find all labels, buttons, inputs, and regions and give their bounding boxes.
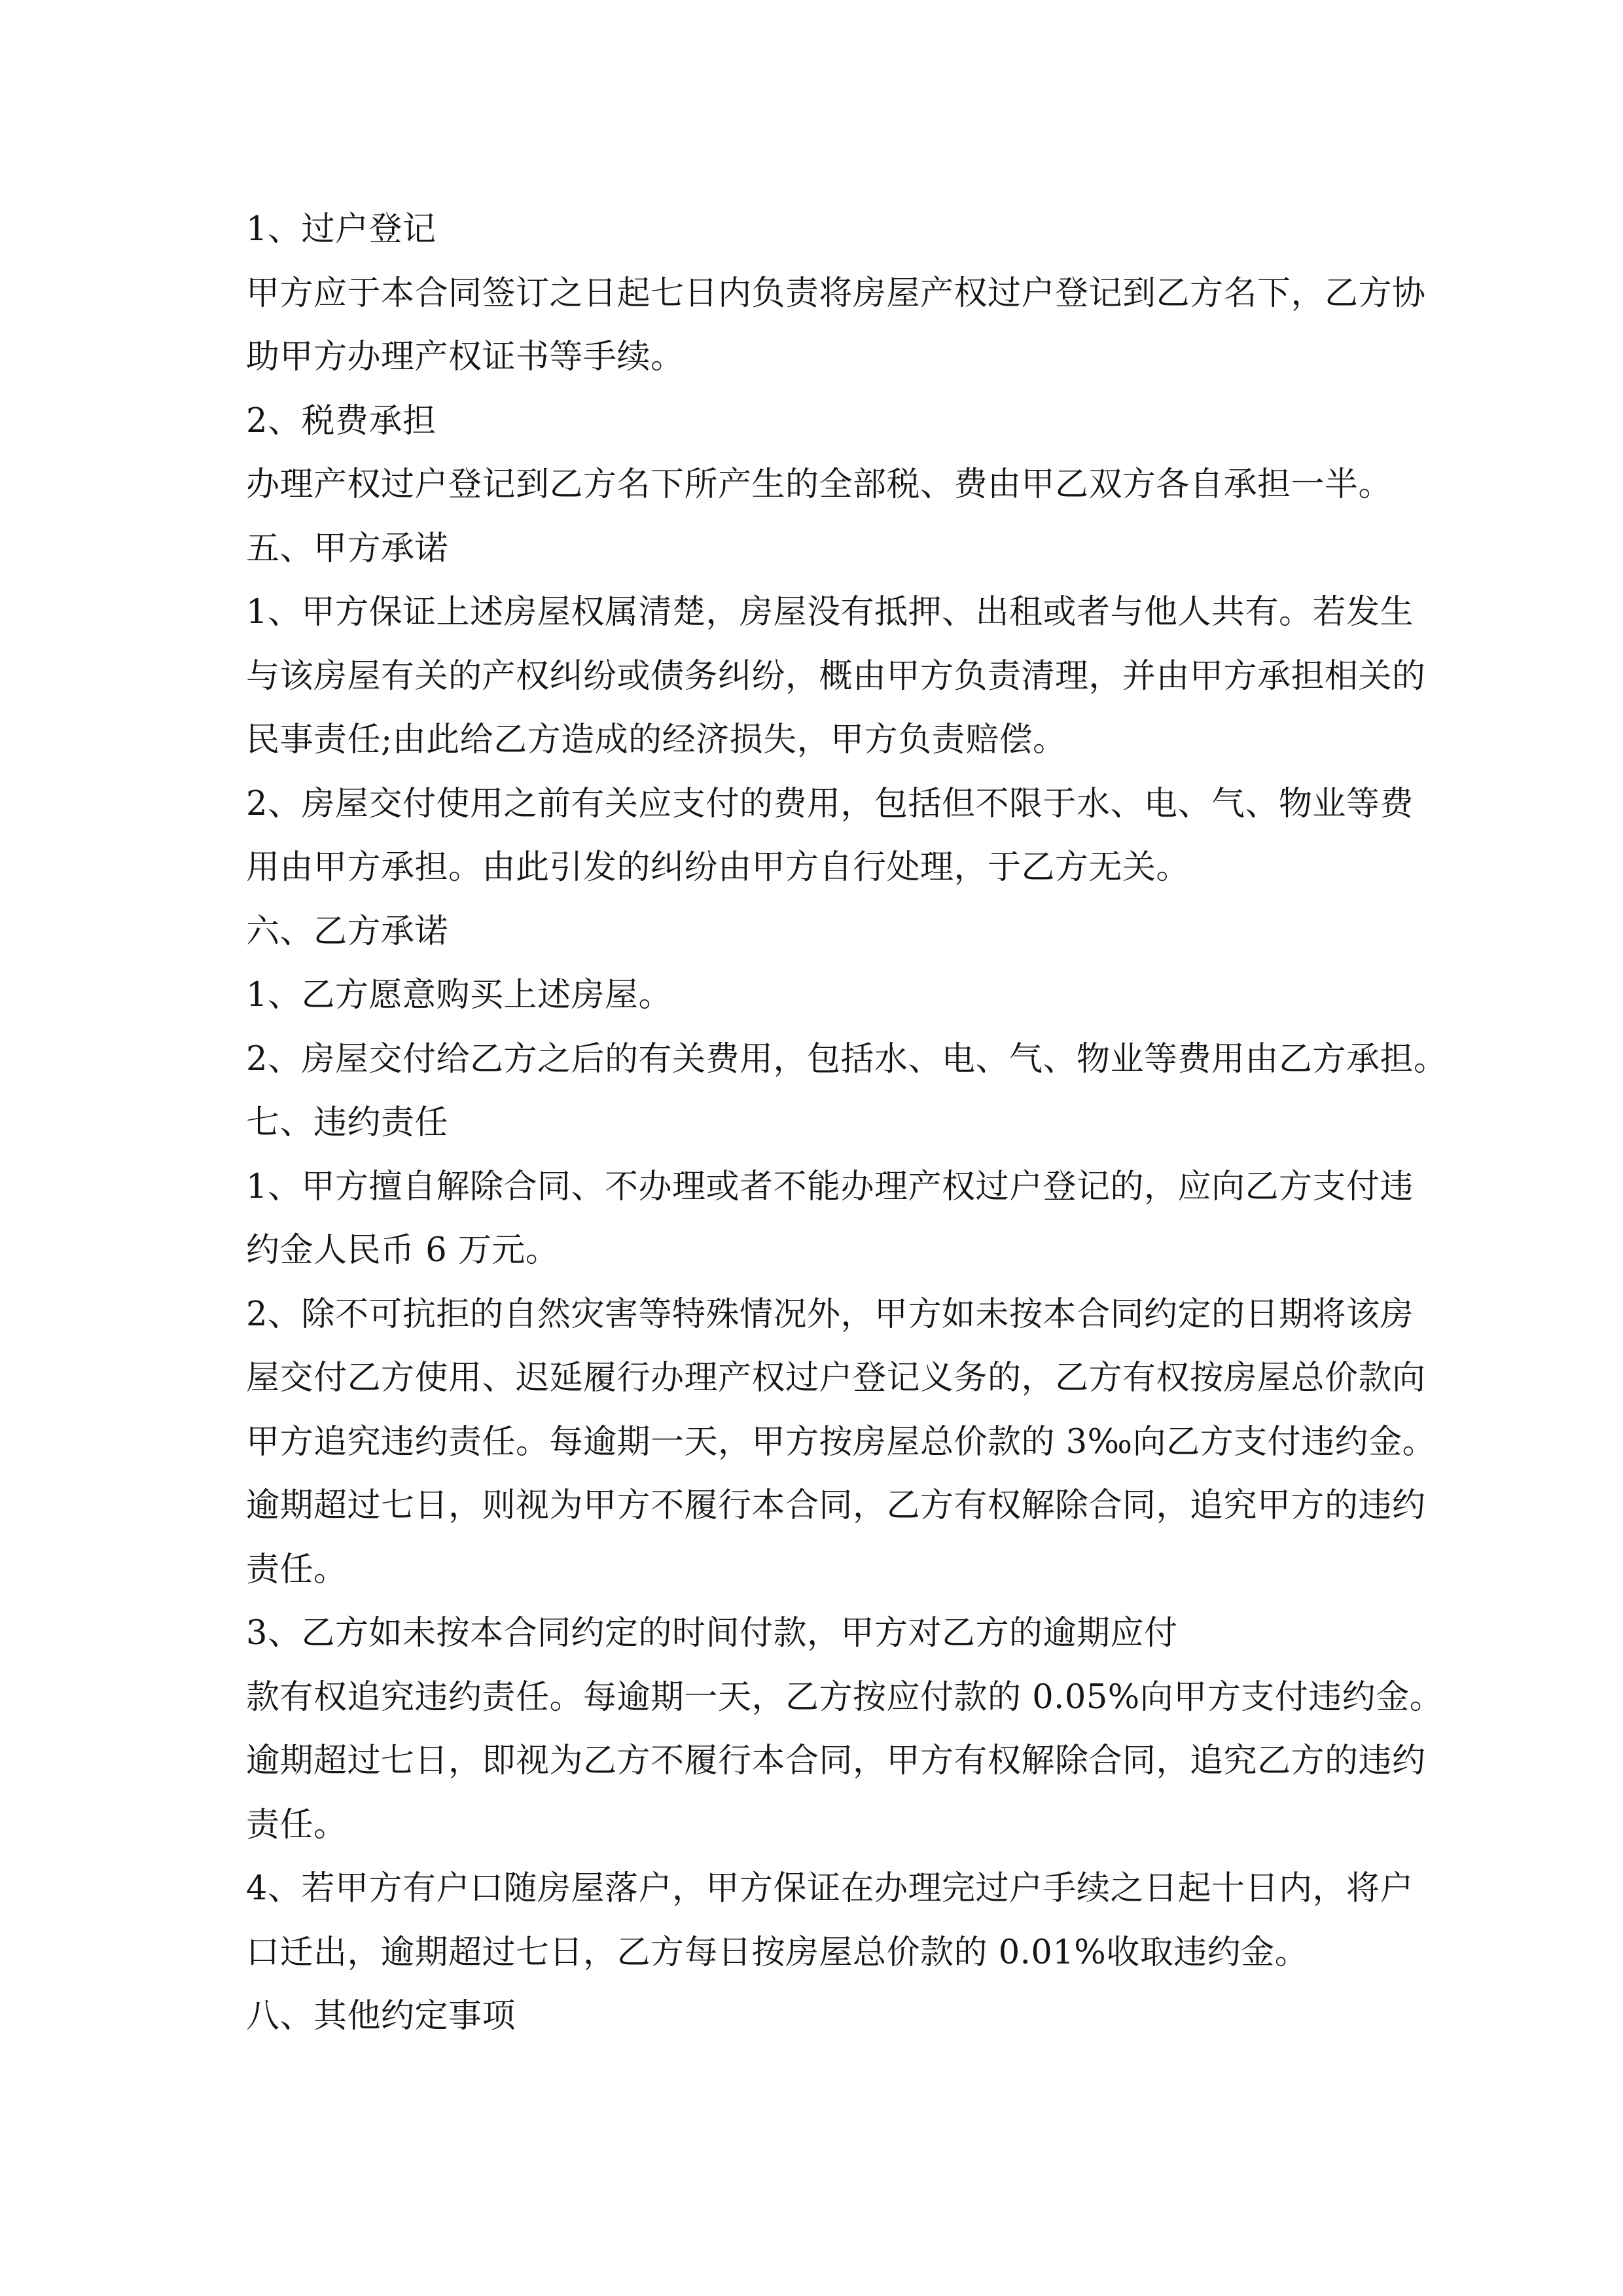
text-line: 办理产权过户登记到乙方名下所产生的全部税、费由甲乙双方各自承担一半。 [246, 465, 1393, 504]
text-line: 逾期超过七日，即视为乙方不履行本合同，甲方有权解除合同，追究乙方的违约 [246, 1742, 1426, 1780]
text-line: 用由甲方承担。由此引发的纠纷由甲方自行处理，于乙方无关。 [246, 848, 1190, 887]
text-line: 款有权追究违约责任。每逾期一天，乙方按应付款的 0.05%向甲方支付违约金。 [246, 1677, 1444, 1717]
text-line: 屋交付乙方使用、迟延履行办理产权过户登记义务的，乙方有权按房屋总价款向 [246, 1359, 1426, 1397]
text-line: 逾期超过七日，则视为甲方不履行本合同，乙方有权解除合同，追究甲方的违约 [246, 1486, 1426, 1525]
clause-heading-transfer-registration: 1、过户登记 [246, 210, 437, 249]
text-line: 2、除不可抗拒的自然灾害等特殊情况外，甲方如未按本合同约定的日期将该房 [246, 1295, 1414, 1334]
section-heading-other-terms: 八、其他约定事项 [246, 1997, 516, 2036]
contract-text [246, 198, 1489, 2049]
section-heading-party-a-commitment: 五、甲方承诺 [246, 529, 449, 568]
text-line: 2、房屋交付给乙方之后的有关费用，包括水、电、气、物业等费用由乙方承担。 [246, 1039, 1448, 1079]
text-line: 甲方应于本合同签订之日起七日内负责将房屋产权过户登记到乙方名下，乙方协 [246, 274, 1426, 313]
text-line: 责任。 [246, 1805, 348, 1844]
text-line: 1、乙方愿意购买上述房屋。 [246, 976, 672, 1014]
text-line: 助甲方办理产权证书等手续。 [246, 338, 685, 376]
text-line: 民事责任;由此给乙方造成的经济损失，甲方负责赔偿。 [246, 721, 1067, 759]
text-line: 口迁出，逾期超过七日，乙方每日按房屋总价款的 0.01%收取违约金。 [246, 1933, 1309, 1972]
clause-heading-tax-fees: 2、税费承担 [246, 401, 437, 440]
text-line: 3、乙方如未按本合同约定的时间付款，甲方对乙方的逾期应付 [246, 1614, 1178, 1653]
section-heading-party-b-commitment: 六、乙方承诺 [246, 912, 449, 951]
text-line: 2、房屋交付使用之前有关应支付的费用，包括但不限于水、电、气、物业等费 [246, 784, 1414, 823]
text-line: 责任。 [246, 1550, 348, 1589]
text-line: 与该房屋有关的产权纠纷或债务纠纷，概由甲方负责清理，并由甲方承担相关的 [246, 656, 1426, 696]
section-heading-breach-liability: 七、违约责任 [246, 1103, 449, 1142]
text-line: 1、甲方擅自解除合同、不办理或者不能办理产权过户登记的，应向乙方支付违 [246, 1167, 1414, 1206]
text-line: 甲方追究违约责任。每逾期一天，甲方按房屋总价款的 3‰向乙方支付违约金。 [246, 1422, 1436, 1462]
text-line: 1、甲方保证上述房屋权属清楚，房屋没有抵押、出租或者与他人共有。若发生 [246, 593, 1414, 632]
text-line: 约金人民币 6 万元。 [246, 1231, 560, 1270]
text-line: 4、若甲方有户口随房屋落户，甲方保证在办理完过户手续之日起十日内，将户 [246, 1869, 1414, 1908]
